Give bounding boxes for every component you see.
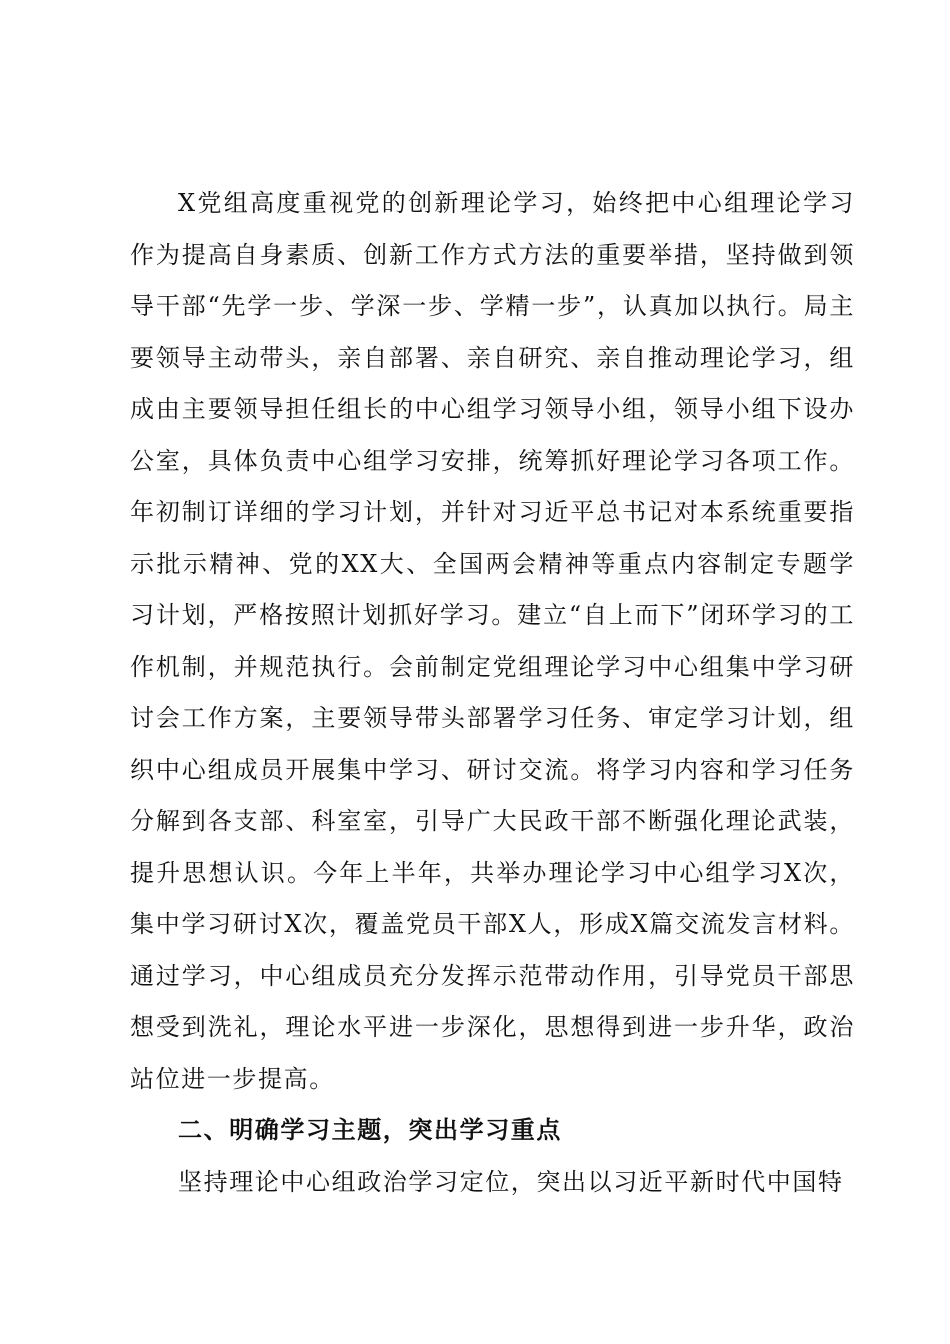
body-paragraph: X党组高度重视党的创新理论学习，始终把中心组理论学习作为提高自身素质、创新工作方式方法的重要举措，坚持做到领导干部“先学一步、学深一步、学精一步”，认真加以执行。局主要领导主动带头，亲自部署、亲自研究、亲自推动理论学习，组成由主要领导担任组长的中心组学习领导小组，领导小组下设办公室，具体负责中心组学习安排，统筹抓好理论学习各项工作。年初制订详细的学习计划，并针对习近平总书记对本系统重要指示批示精神、党的XX大、全国两会精神等重点内容制定专题学习计划，严格按照计划抓好学习。建立“自上而下”闭环学习的工作机制，并规范执行。会前制定党组理论学习中心组集中学习研讨会工作方案，主要领导带头部署学习任务、审定学习计划，组织中心组成员开展集中学习、研讨交流。将学习内容和学习任务分解到各支部、科室室，引导广大民政干部不断强化理论武装，提升思想认识。今年上半年，共举办理论学习中心组学习X次，集中学习研讨X次，覆盖党员干部X人，形成X篇交流发言材料。通过学习，中心组成员充分发挥示范带动作用，引导党员干部思想受到洗礼，理论水平进一步深化，思想得到进一步升华，政治站位进一步提高。 <box>130 189 855 1093</box>
body-paragraph: 坚持理论中心组政治学习定位，突出以习近平新时代中国特 <box>178 1167 844 1196</box>
section-heading: 二、明确学习主题，突出学习重点 <box>178 1116 562 1144</box>
document-body <box>130 178 855 1208</box>
